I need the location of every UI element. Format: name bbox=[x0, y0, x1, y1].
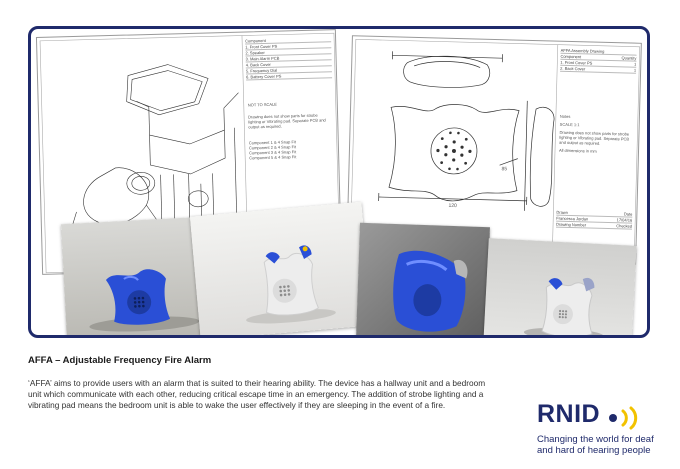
sound-waves-icon bbox=[607, 406, 651, 430]
render-photo-white-front bbox=[190, 202, 372, 338]
quantity-cell: 1 bbox=[633, 61, 637, 67]
snap-fit-item: Component 2 & 4 Snap Fit bbox=[248, 144, 297, 151]
snap-fit-item: Component 5 & 4 Snap Fit bbox=[249, 154, 297, 161]
quantity-cell: 1 bbox=[633, 67, 637, 73]
render-photo-white-angle bbox=[483, 238, 636, 338]
component-row: 1. Front Cover PS bbox=[245, 42, 331, 50]
tagline-line-2: and hard of hearing people bbox=[537, 445, 651, 456]
dimension-height: 85 bbox=[501, 166, 508, 173]
project-title: AFFA – Adjustable Frequency Fire Alarm bbox=[28, 355, 212, 366]
project-description: ‘AFFA’ aims to provide users with an alarm that is suited to their hearing ability. The device has a hallway unit and a bedroom unit which communicate with each other, reducing critical escape time in an emergency. The addition of strobe lighting and a vibrating pad means the bedroom unit is able to wake the user effectively if they are sleeping in the event of a fire. bbox=[28, 378, 486, 410]
drawing-note: Drawing does not show parts for strobe lighting or Vibrating pad. Separate PCB and output as required. bbox=[248, 112, 326, 130]
assembly-header: AFFA Assembly Drawing bbox=[561, 48, 637, 56]
snap-fit-item: Component 3 & 4 Snap Fit bbox=[248, 149, 297, 156]
components-header: Component bbox=[560, 53, 582, 60]
title-block bbox=[556, 210, 632, 230]
checked-label: Checked bbox=[616, 223, 633, 229]
component-row: 3. Main Alarm PCB bbox=[246, 54, 332, 62]
component-row: 2. Speaker bbox=[245, 48, 331, 56]
drawn-label: Drawn bbox=[556, 209, 569, 215]
quantity-header: Quantity bbox=[621, 55, 637, 61]
component-row: 1. Front Cover PS bbox=[560, 59, 593, 66]
notes-header: Notes bbox=[559, 113, 571, 119]
white-alarm-angle-render bbox=[483, 238, 636, 338]
tagline-line-1: Changing the world for deaf bbox=[537, 434, 654, 445]
component-row: 4. Back Cover bbox=[246, 60, 332, 68]
blue-alarm-side-render bbox=[356, 223, 490, 338]
logo-tagline bbox=[537, 434, 677, 456]
components-header: Component bbox=[245, 36, 331, 44]
logo-wordmark: RNID bbox=[537, 400, 601, 428]
scale-note: NOT TO SCALE bbox=[247, 101, 277, 108]
drawn-value: Francesca Jordan bbox=[556, 215, 589, 222]
component-row: 5. Frequency Dial bbox=[246, 66, 332, 74]
portfolio-frame bbox=[28, 26, 650, 338]
date-label: Date bbox=[623, 211, 633, 217]
notes-block bbox=[559, 114, 636, 155]
component-row: 6. Battery Cover PS bbox=[246, 72, 332, 80]
components-table bbox=[245, 36, 332, 80]
dimension-width: 120 bbox=[448, 202, 457, 210]
white-alarm-render bbox=[190, 202, 372, 338]
render-photo-blue-side bbox=[356, 223, 490, 338]
snap-fit-item: Component 1 & 4 Snap Fit bbox=[248, 139, 296, 146]
assembly-table bbox=[560, 48, 637, 74]
date-value: 17/04/16 bbox=[616, 217, 633, 223]
snap-fit-list bbox=[249, 138, 333, 160]
rnid-logo bbox=[537, 400, 651, 430]
component-row: 2. Back Cover bbox=[560, 65, 586, 72]
drawing-number-label: Drawing Number bbox=[556, 221, 587, 228]
units-note: All dimensions in mm bbox=[558, 147, 597, 154]
drawing-note: Drawing does not show parts for strobe lighting or Vibrating pad. Separate PCB and output as required. bbox=[559, 129, 630, 146]
scale-label: SCALE 1:1 bbox=[559, 121, 580, 128]
